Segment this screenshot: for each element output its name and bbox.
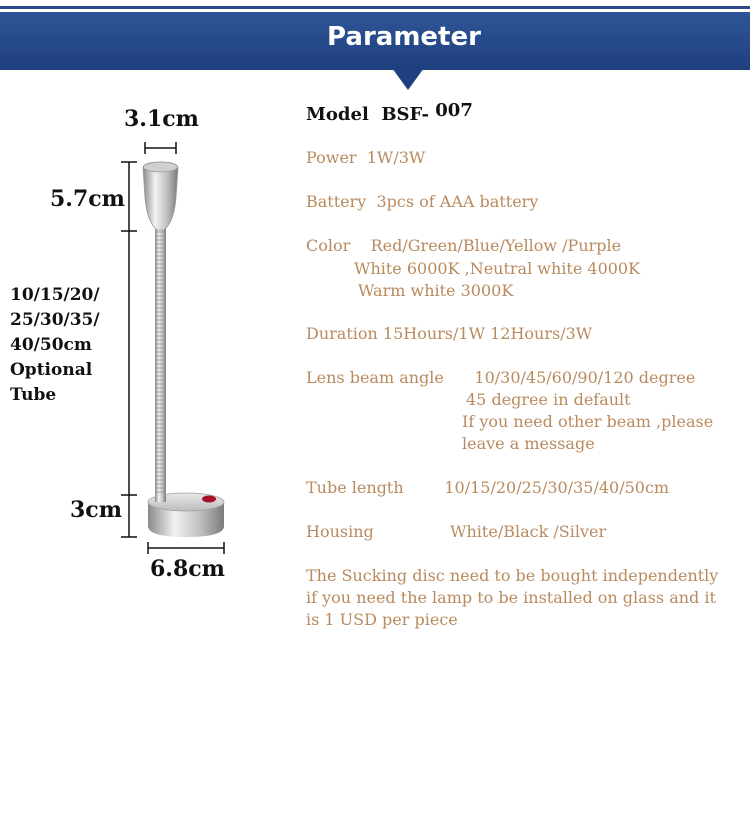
spec-lens-angle: Lens beam angle 10/30/45/60/90/120 degree	[306, 368, 696, 387]
spec-lens-line: 45 degree in default	[466, 390, 631, 409]
height-dimension-line	[121, 162, 137, 537]
spec-housing: Housing White/Black /Silver	[306, 522, 607, 541]
spec-color-line: White 6000K ,Neutral white 4000K	[354, 259, 641, 278]
spec-tube-length: Tube length 10/15/20/25/30/35/40/50cm	[306, 478, 670, 497]
spec-color: Color Red/Green/Blue/Yellow /Purple	[306, 236, 622, 255]
spec-lens-line: leave a message	[462, 434, 595, 453]
tube-note-line: 40/50cm	[10, 335, 92, 355]
lamp-head	[143, 162, 178, 230]
tube-note-line: Tube	[10, 385, 57, 405]
model-number: 007	[435, 100, 473, 121]
lamp-base	[148, 493, 224, 537]
base-width-label: 6.8cm	[150, 556, 225, 582]
spec-note: The Sucking disc need to be bought independently	[306, 566, 719, 585]
top-width-bracket	[145, 142, 176, 154]
spec-lens-line: If you need other beam ,please	[462, 412, 714, 431]
spec-duration: Duration 15Hours/1W 12Hours/3W	[306, 324, 593, 343]
tube-note-line: 25/30/35/	[10, 310, 100, 330]
spec-power: Power 1W/3W	[306, 148, 426, 167]
spec-color-line: Warm white 3000K	[358, 281, 514, 300]
tube-note	[10, 283, 100, 408]
power-button-icon	[202, 496, 216, 503]
tube-note-line: 10/15/20/	[10, 285, 100, 305]
model-line	[306, 100, 473, 125]
top-width-label: 3.1cm	[124, 106, 199, 132]
base-height-label: 3cm	[70, 497, 122, 523]
gooseneck-tube	[155, 228, 166, 498]
base-width-bracket	[148, 542, 224, 554]
spec-battery: Battery 3pcs of AAA battery	[306, 192, 539, 211]
page-title: Parameter	[327, 22, 481, 52]
tube-note-line: Optional	[10, 360, 93, 380]
model-label: Model BSF-	[306, 104, 429, 125]
spec-note-line: if you need the lamp to be installed on glass and it	[306, 588, 716, 607]
spec-note-line: is 1 USD per piece	[306, 610, 458, 629]
head-height-label: 5.7cm	[50, 186, 125, 212]
